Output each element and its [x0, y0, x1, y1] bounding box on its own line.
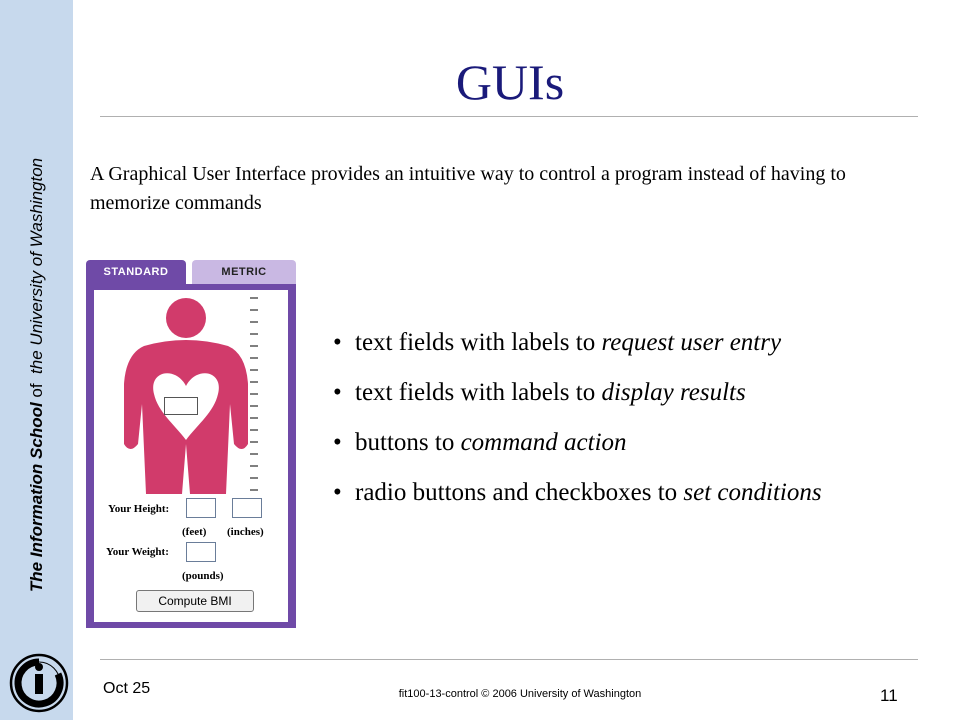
- sidebar-org-name: [27, 158, 47, 592]
- slide-title: GUIs: [455, 54, 565, 110]
- height-label: Your Height:: [108, 503, 170, 515]
- inches-label: (inches): [227, 526, 264, 538]
- tab-metric[interactable]: METRIC: [192, 260, 296, 284]
- bmi-panel: [94, 290, 288, 622]
- org-name-of: of: [27, 378, 46, 403]
- tab-standard[interactable]: STANDARD: [86, 260, 186, 284]
- list-item: • buttons to command action: [333, 429, 627, 456]
- information-school-logo-icon: [8, 650, 70, 716]
- footer-date: Oct 25: [103, 680, 151, 697]
- page-number: 11: [880, 686, 898, 705]
- sidebar: [0, 0, 73, 720]
- feet-label: (feet): [182, 526, 207, 538]
- list-item: • text fields with labels to display results: [333, 379, 746, 406]
- bmi-frame: [86, 284, 296, 628]
- intro-text: A Graphical User Interface provides an intuitive way to control a program instead of having to memorize commands: [90, 163, 846, 214]
- org-name-bold: The Information School: [27, 402, 46, 593]
- list-item: • text fields with labels to request user entry: [333, 329, 782, 356]
- height-inches-field[interactable]: [232, 498, 262, 518]
- compute-bmi-button[interactable]: Compute BMI: [136, 590, 254, 612]
- footer-copyright: fit100-13-control © 2006 University of Washington: [398, 688, 642, 700]
- footer-divider: [100, 659, 918, 660]
- weight-pounds-field[interactable]: [186, 542, 216, 562]
- list-item: • radio buttons and checkboxes to set conditions: [333, 479, 822, 506]
- height-feet-field[interactable]: [186, 498, 216, 518]
- bmi-calculator: [86, 260, 296, 628]
- figure-display-field: [164, 397, 198, 415]
- pounds-label: (pounds): [182, 570, 224, 582]
- bullet-list: [333, 318, 822, 518]
- height-ruler-icon: [248, 296, 260, 492]
- org-name-university: the University of Washington: [27, 157, 46, 379]
- weight-label: Your Weight:: [106, 546, 169, 558]
- title-divider: [100, 116, 918, 117]
